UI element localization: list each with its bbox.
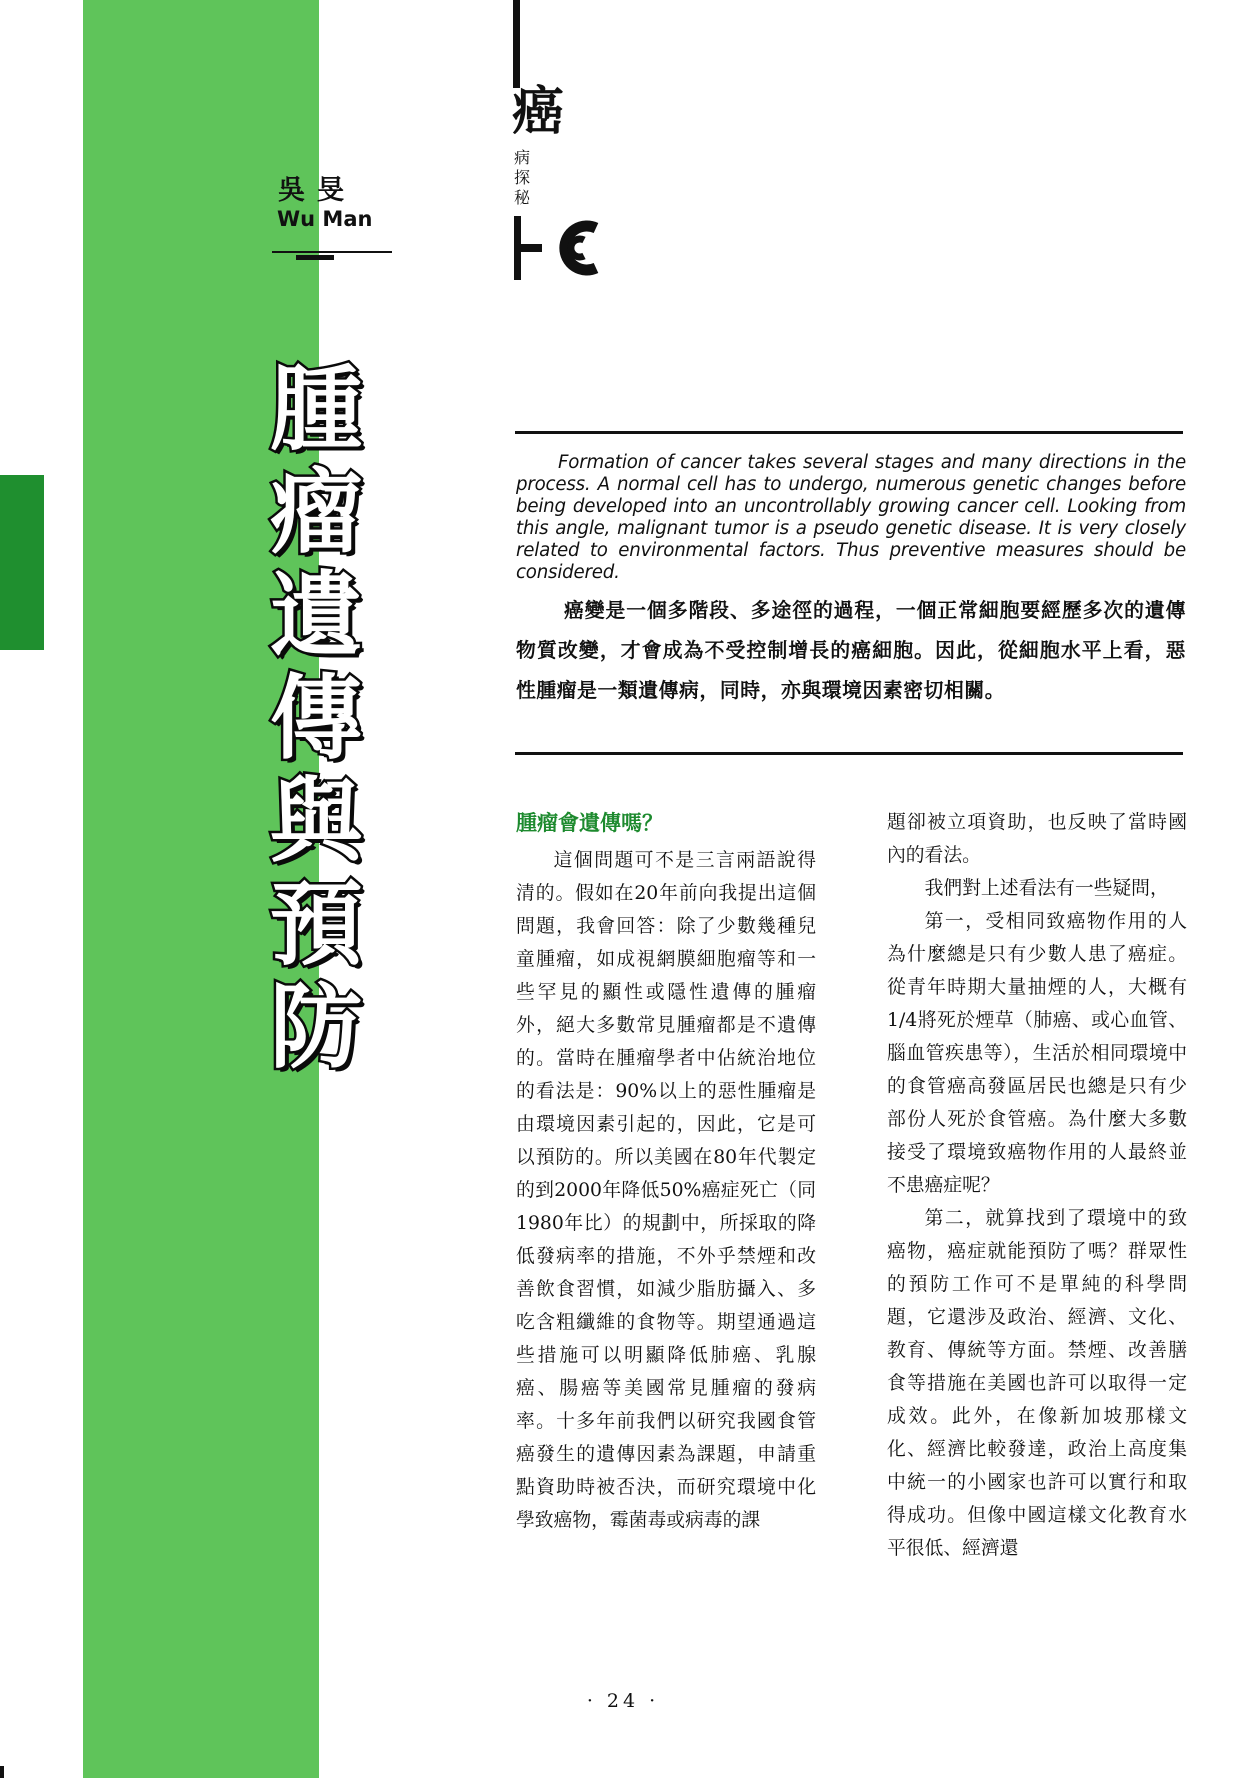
author-rule [272,251,392,253]
body-paragraph: 我們對上述看法有一些疑問， [924,878,1169,899]
section-heading: 腫瘤會遺傳嗎？ [516,811,663,835]
body-column-left [516,806,816,1537]
abstract-rule-top [515,431,1183,434]
author-name-english: Wu Man [277,207,373,231]
author-rule-tick [296,255,334,260]
column-logo-bar [513,0,520,88]
column-logo-subtitle: 病探秘 [514,148,531,207]
page-number: · 24 · [586,1690,660,1712]
crop-mark [0,1766,4,1778]
column-logo-character: 癌 [512,82,565,142]
abstract-rule-bottom [515,752,1183,755]
body-paragraph: 題卻被立項資助，也反映了當時國內的看法。 [887,812,1187,866]
author-name-chinese: 吳旻 [278,175,356,206]
article-title: 腫瘤遺傳與預防 [269,356,362,1081]
body-paragraph: 這個問題可不是三言兩語說得清的。假如在20年前向我提出這個問題，我會回答：除了少數幾種兒童腫瘤，如成視網膜細胞瘤等和一些罕見的顯性或隱性遺傳的腫瘤外，絕大多數常見腫瘤都是不遺傳的。當時在腫瘤學者中佔統治地位的看法是：90%以上的惡性腫瘤是由環境因素引起的，因此，它是可以預防的。所以美國在80年代製定的到2000年降低50%癌症死亡（同1980年比）的規劃中，所採取的降低發病率的措施，不外乎禁煙和改善飲食習慣，如減少脂肪攝入、多吃含粗纖維的食物等。期望通過這些措施可以明顯降低肺癌、乳腺癌、腸癌等美國常見腫瘤的發病率。十多年前我們以研究我國食管癌發生的遺傳因素為課題，申請重點資助時被否決，而研究環境中化學致癌物，霉菌毒或病毒的課 [516,850,816,1531]
abstract-english: Formation of cancer takes several stages and many directions in the process. A normal cell has to undergo, numerous genetic changes before being developed into an uncontrollably growing cancer cell. Looking from this angle, malignant tumor is a pseudo genetic disease. It is very closely related to environmental factors. Thus preventive measures should be considered. [516,452,1186,583]
column-logo-c-icon [510,216,650,288]
body-column-right [887,806,1187,1565]
abstract-chinese: 癌變是一個多階段、多途徑的過程，一個正常細胞要經歷多次的遺傳物質改變，才會成為不受控制增長的癌細胞。因此，從細胞水平上看，惡性腫瘤是一類遺傳病，同時，亦與環境因素密切相關。 [516,599,1186,702]
body-paragraph: 第二，就算找到了環境中的致癌物，癌症就能預防了嗎？群眾性的預防工作可不是單純的科學問題，它還涉及政治、經濟、文化、教育、傳統等方面。禁煙、改善膳食等措施在美國也許可以取得一定成效。此外，在像新加坡那樣文化、經濟比較發達，政治上高度集中統一的小國家也許可以實行和取得成功。但像中國這樣文化教育水平很低、經濟還 [887,1208,1187,1559]
body-paragraph: 第一，受相同致癌物作用的人為什麼總是只有少數人患了癌症。從青年時期大量抽煙的人，大概有1/4將死於煙草（肺癌、或心血管、腦血管疾患等），生活於相同環境中的食管癌高發區居民也總是只有少部份人死於食管癌。為什麼大多數接受了環境致癌物作用的人最終並不患癌症呢？ [887,911,1187,1196]
edge-tab [0,475,44,650]
